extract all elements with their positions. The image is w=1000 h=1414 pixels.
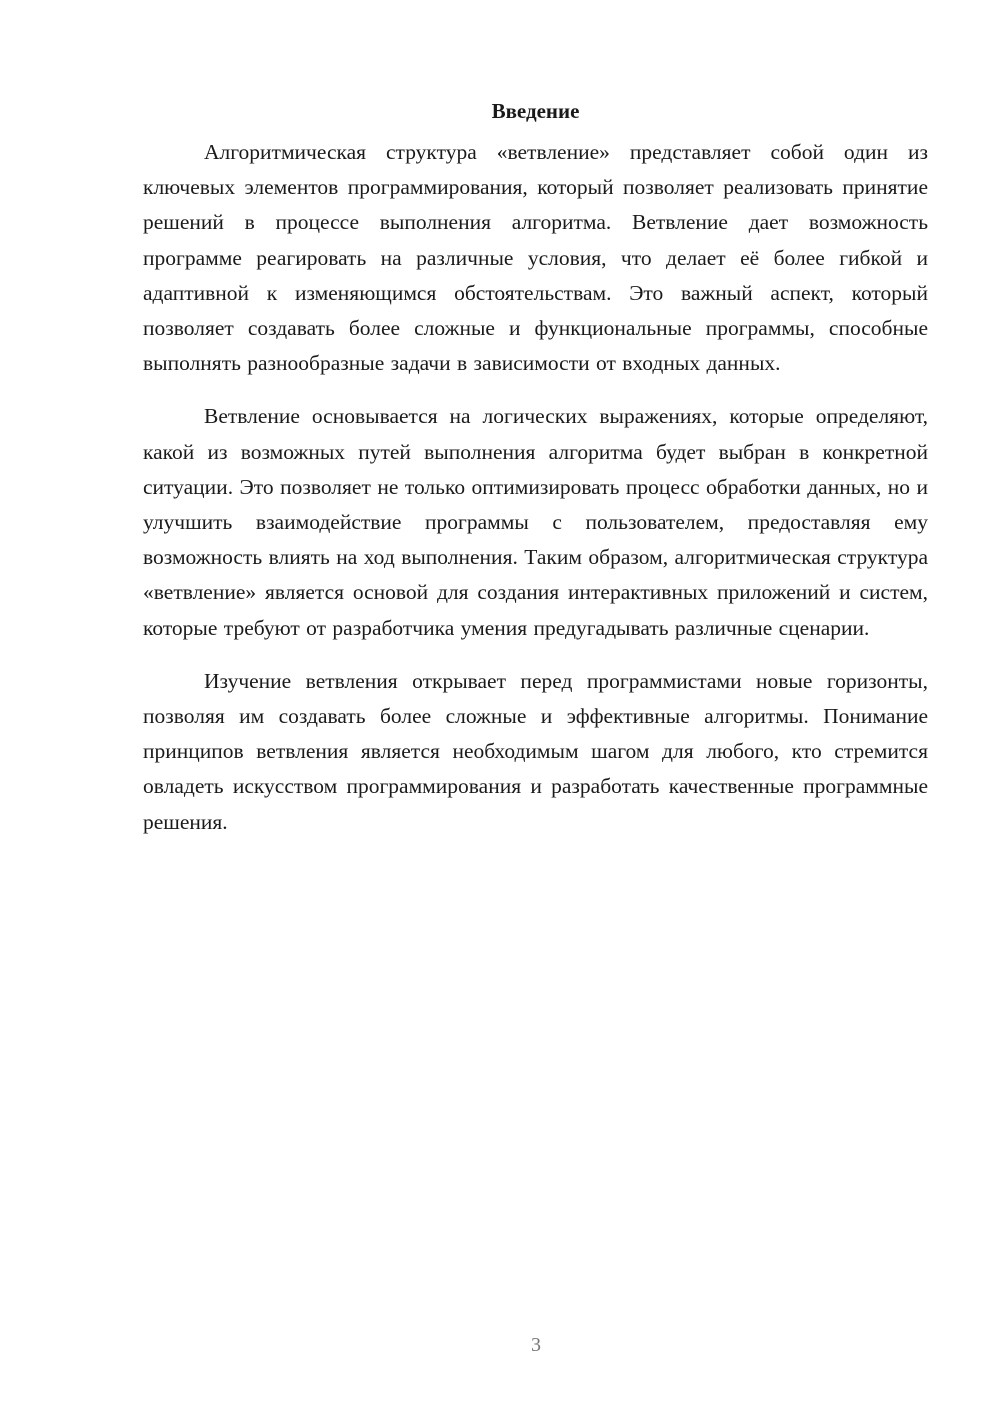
paragraph-2: Ветвление основывается на логических выражениях, которые определяют, какой из возможных путей выполнения алгоритма будет выбран в конкретной ситуации. Это позволяет не только оптимизировать процесс обработки данных, но и улучшить взаимодействие программы с пользователем, предоставляя ему возможность влиять на ход выполнения. Таким образом, алгоритмическая структура «ветвление» является основой для создания интерактивных приложений и систем, которые требуют от разработчика умения предугадывать различные сценарии. bbox=[143, 404, 928, 640]
page-content bbox=[143, 95, 928, 858]
paragraph-1: Алгоритмическая структура «ветвление» представляет собой один из ключевых элементов программирования, который позволяет реализовать принятие решений в процессе выполнения алгоритма. Ветвление дает возможность программе реагировать на различные условия, что делает её более гибкой и адаптивной к изменяющимся обстоятельствам. Это важный аспект, который позволяет создавать более сложные и функциональные программы, способные выполнять разнообразные задачи в зависимости от входных данных. bbox=[143, 140, 928, 376]
page-title: Введение bbox=[491, 99, 580, 123]
page-number: 3 bbox=[531, 1334, 541, 1356]
paragraph-3: Изучение ветвления открывает перед программистами новые горизонты, позволяя им создавать более сложные и эффективные алгоритмы. Понимание принципов ветвления является необходимым шагом для любого, кто стремится овладеть искусством программирования и разработать качественные программные решения. bbox=[143, 668, 928, 834]
